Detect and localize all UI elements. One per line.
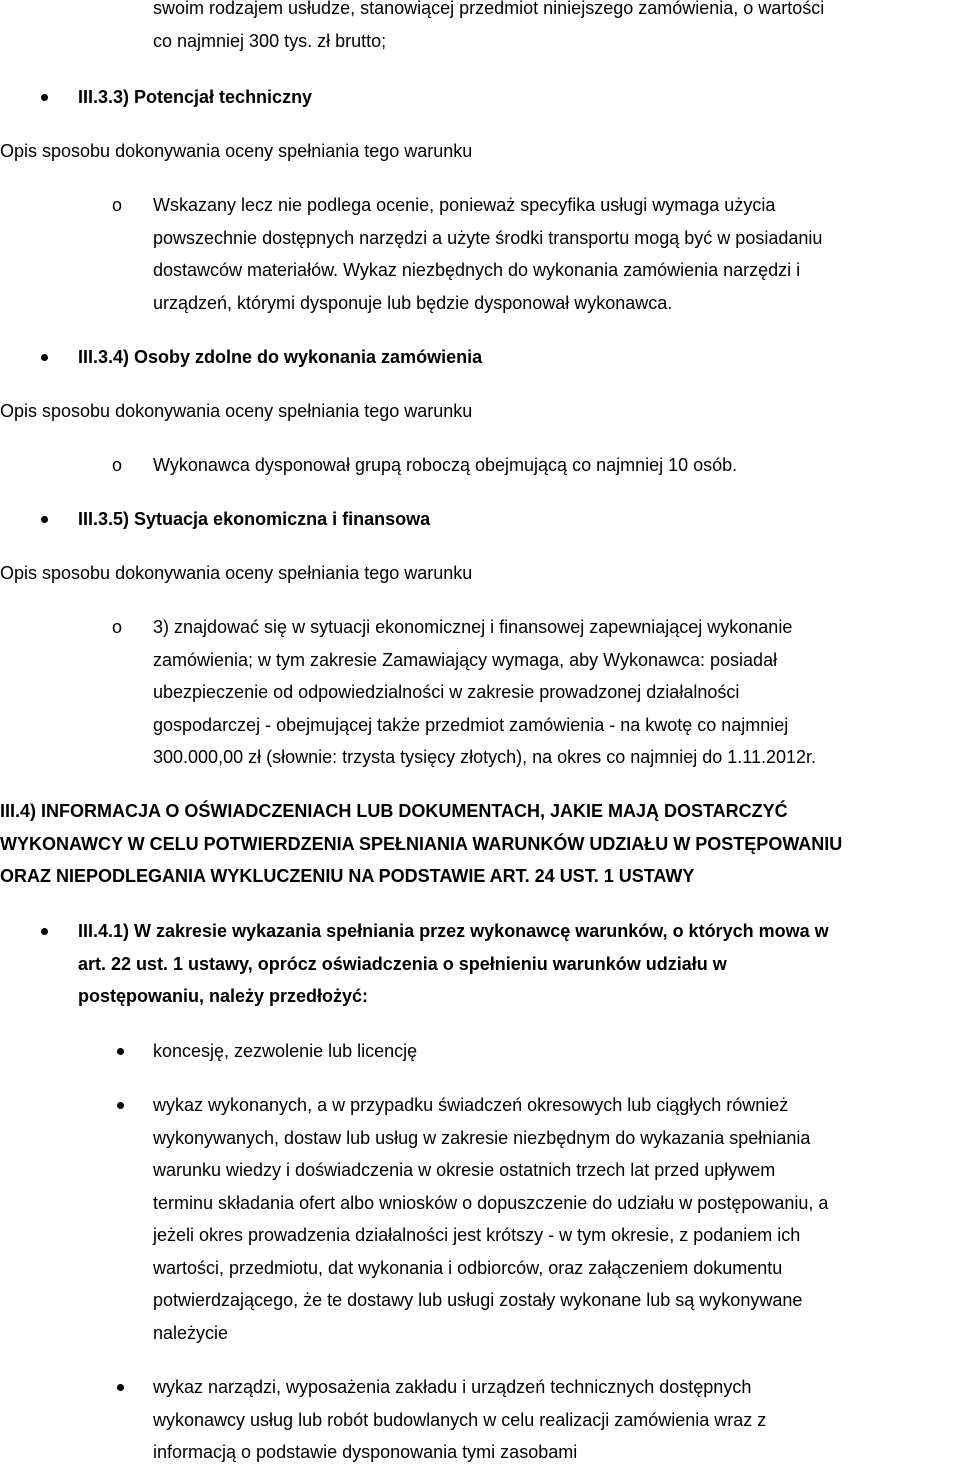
text-line: gospodarczej - obejmującej także przedmiot zamówienia - na kwotę co najmniej <box>153 714 789 735</box>
document-item <box>153 1371 958 1469</box>
section-title-iii34: III.3.4) Osoby zdolne do wykonania zamówienia <box>78 347 483 367</box>
circle-marker-icon: o <box>112 617 123 637</box>
text-line: warunku wiedzy i doświadczenia w okresie ostatnich trzech lat przed upływem <box>153 1160 776 1180</box>
section-title-iii35: III.3.5) Sytuacja ekonomiczna i finansowa <box>78 509 431 529</box>
text-line: wykaz wykonanych, a w przypadku świadczeń okresowych lub ciągłych również <box>153 1095 789 1115</box>
circle-marker-icon: o <box>112 455 123 475</box>
text-line: co najmniej 300 tys. zł brutto; <box>153 30 387 51</box>
text-line: swoim rodzajem usłudze, stanowiącej przedmiot niniejszego zamówienia, o wartości <box>153 0 825 18</box>
circle-marker-icon: o <box>112 195 123 215</box>
bullet-icon <box>41 94 48 101</box>
text-line: art. 22 ust. 1 ustawy, oprócz oświadczenia o spełnieniu warunków udziału w <box>78 953 727 974</box>
text-line: wykonywanych, dostaw lub usług w zakresie niezbędnym do wykazania spełniania <box>153 1127 811 1148</box>
text-line: dostawców materiałów. Wykaz niezbędnych do wykonania zamówienia narzędzi i <box>153 260 801 280</box>
text-line: terminu składania ofert albo wniosków o dopuszczenie do udziału w postępowaniu, a <box>153 1192 829 1213</box>
bullet-icon <box>117 1102 124 1109</box>
bullet-icon <box>117 1048 124 1055</box>
document-item <box>153 1089 958 1349</box>
bullet-icon <box>117 1384 124 1391</box>
section-item-iii35 <box>153 611 953 774</box>
intro-continuation <box>153 0 953 57</box>
bullet-icon <box>41 928 48 935</box>
text-line: postępowaniu, należy przedłożyć: <box>78 986 369 1006</box>
text-line: wykonawcy usług lub robót budowlanych w celu realizacji zamówienia wraz z <box>153 1409 767 1430</box>
section-item-iii33 <box>153 189 953 319</box>
text-line: zamówienia; w tym zakresie Zamawiający wymaga, aby Wykonawca: posiadał <box>153 649 778 670</box>
method-label: Opis sposobu dokonywania oceny spełniania tego warunku <box>0 141 473 161</box>
text-line: Wykonawca dysponował grupą roboczą obejmującą co najmniej 10 osób. <box>153 455 738 475</box>
text-line: informacją o podstawie dysponowania tymi zasobami <box>153 1442 578 1462</box>
text-line: koncesję, zezwolenie lub licencję <box>153 1041 418 1061</box>
method-label: Opis sposobu dokonywania oceny spełniania tego warunku <box>0 401 473 421</box>
method-label: Opis sposobu dokonywania oceny spełniania tego warunku <box>0 563 473 583</box>
section-heading-iii4 <box>0 795 960 893</box>
text-line: wykaz narządzi, wyposażenia zakładu i urządzeń technicznych dostępnych <box>153 1377 752 1397</box>
text-line: wartości, przedmiotu, dat wykonania i odbiorców, oraz załączeniem dokumentu <box>153 1257 783 1278</box>
bullet-icon <box>41 354 48 361</box>
document-item <box>153 1035 958 1068</box>
text-line: III.4.1) W zakresie wykazania spełniania przez wykonawcę warunków, o których mowa w <box>78 921 829 941</box>
text-line: ubezpieczenie od odpowiedzialności w zakresie prowadzonej działalności <box>153 682 740 702</box>
subheading-iii41 <box>78 915 958 1013</box>
text-line: urządzeń, którymi dysponuje lub będzie dysponował wykonawca. <box>153 292 673 313</box>
text-line: Wskazany lecz nie podlega ocenie, ponieważ specyfika usługi wymaga użycia <box>153 195 776 215</box>
heading-line: III.4) INFORMACJA O OŚWIADCZENIACH LUB DOKUMENTACH, JAKIE MAJĄ DOSTARCZYĆ <box>0 801 788 821</box>
text-line: należycie <box>153 1322 229 1343</box>
section-item-iii34 <box>153 449 953 482</box>
bullet-icon <box>41 516 48 523</box>
text-line: powszechnie dostępnych narzędzi a użyte środki transportu mogą być w posiadaniu <box>153 227 823 248</box>
text-line: jeżeli okres prowadzenia działalności jest krótszy - w tym okresie, z podaniem ich <box>153 1225 801 1245</box>
text-line: 300.000,00 zł (słownie: trzysta tysięcy złotych), na okres co najmniej do 1.11.2012r. <box>153 747 817 767</box>
section-title-iii33: III.3.3) Potencjał techniczny <box>78 87 313 107</box>
heading-line: ORAZ NIEPODLEGANIA WYKLUCZENIU NA PODSTAWIE ART. 24 UST. 1 USTAWY <box>0 866 695 886</box>
text-line: 3) znajdować się w sytuacji ekonomicznej i finansowej zapewniającej wykonanie <box>153 617 793 637</box>
text-line: potwierdzającego, że te dostawy lub usługi zostały wykonane lub są wykonywane <box>153 1290 803 1310</box>
heading-line: WYKONAWCY W CELU POTWIERDZENIA SPEŁNIANIA WARUNKÓW UDZIAŁU W POSTĘPOWANIU <box>0 833 843 854</box>
